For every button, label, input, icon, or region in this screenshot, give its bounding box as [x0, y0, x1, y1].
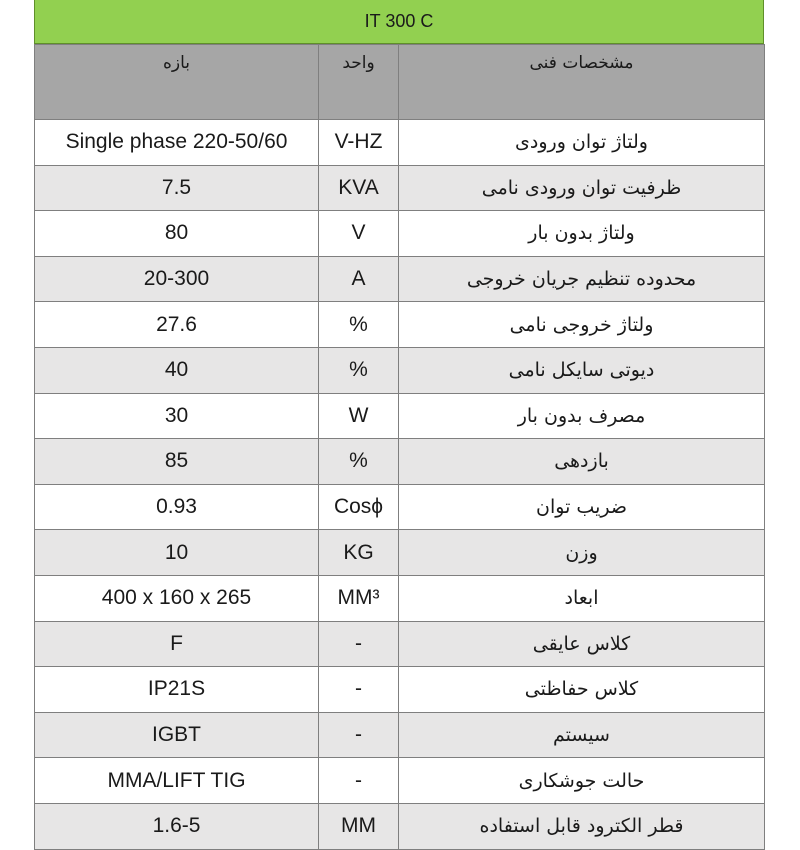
table-row: [35, 575, 765, 621]
range-cell: IP21S: [35, 667, 319, 713]
unit-cell: %: [319, 439, 399, 485]
spec-cell: ولتاژ بدون بار: [399, 211, 765, 257]
range-cell: 85: [35, 439, 319, 485]
range-cell: F: [35, 621, 319, 667]
table-row: [35, 347, 765, 393]
header-row: [35, 45, 765, 120]
spec-cell: سیستم: [399, 712, 765, 758]
spec-cell: ولتاژ خروجی نامی: [399, 302, 765, 348]
spec-cell: ضریب توان: [399, 484, 765, 530]
range-cell: 30: [35, 393, 319, 439]
table-row: [35, 530, 765, 576]
header-range: بازه: [35, 45, 319, 120]
unit-cell: V: [319, 211, 399, 257]
spec-cell: محدوده تنظیم جریان خروجی: [399, 256, 765, 302]
range-cell: 7.5: [35, 165, 319, 211]
spec-cell: کلاس حفاظتی: [399, 667, 765, 713]
unit-cell: %: [319, 347, 399, 393]
spec-cell: ظرفیت توان ورودی نامی: [399, 165, 765, 211]
range-cell: 0.93: [35, 484, 319, 530]
unit-cell: Cosϕ: [319, 484, 399, 530]
spec-cell: حالت جوشکاری: [399, 758, 765, 804]
table-row: [35, 302, 765, 348]
spec-table: [34, 44, 765, 850]
header-unit: واحد: [319, 45, 399, 120]
spec-cell: دیوتی سایکل نامی: [399, 347, 765, 393]
spec-cell: ابعاد: [399, 575, 765, 621]
range-cell: MMA/LIFT TIG: [35, 758, 319, 804]
range-cell: 400 x 160 x 265: [35, 575, 319, 621]
unit-cell: -: [319, 712, 399, 758]
table-row: [35, 621, 765, 667]
spec-cell: وزن: [399, 530, 765, 576]
table-row: [35, 484, 765, 530]
table-row: [35, 256, 765, 302]
range-cell: 27.6: [35, 302, 319, 348]
range-cell: 10: [35, 530, 319, 576]
spec-cell: بازدهی: [399, 439, 765, 485]
unit-cell: V-HZ: [319, 120, 399, 166]
table-row: [35, 712, 765, 758]
unit-cell: -: [319, 758, 399, 804]
unit-cell: -: [319, 621, 399, 667]
table-row: [35, 120, 765, 166]
unit-cell: MM³: [319, 575, 399, 621]
range-cell: 40: [35, 347, 319, 393]
range-cell: 1.6-5: [35, 803, 319, 849]
unit-cell: W: [319, 393, 399, 439]
unit-cell: KG: [319, 530, 399, 576]
header-spec: مشخصات فنی: [399, 45, 765, 120]
unit-cell: -: [319, 667, 399, 713]
spec-cell: قطر الکترود قابل استفاده: [399, 803, 765, 849]
unit-cell: MM: [319, 803, 399, 849]
product-title: IT 300 C: [34, 0, 764, 44]
unit-cell: %: [319, 302, 399, 348]
table-row: [35, 439, 765, 485]
table-row: [35, 758, 765, 804]
table-row: [35, 211, 765, 257]
table-row: [35, 667, 765, 713]
range-cell: 80: [35, 211, 319, 257]
table-row: [35, 803, 765, 849]
spec-cell: کلاس عایقی: [399, 621, 765, 667]
spec-cell: ولتاژ توان ورودی: [399, 120, 765, 166]
table-row: [35, 393, 765, 439]
spec-cell: مصرف بدون بار: [399, 393, 765, 439]
range-cell: IGBT: [35, 712, 319, 758]
spec-sheet: [34, 0, 764, 850]
table-row: [35, 165, 765, 211]
unit-cell: A: [319, 256, 399, 302]
range-cell: Single phase 220-50/60: [35, 120, 319, 166]
unit-cell: KVA: [319, 165, 399, 211]
range-cell: 20-300: [35, 256, 319, 302]
